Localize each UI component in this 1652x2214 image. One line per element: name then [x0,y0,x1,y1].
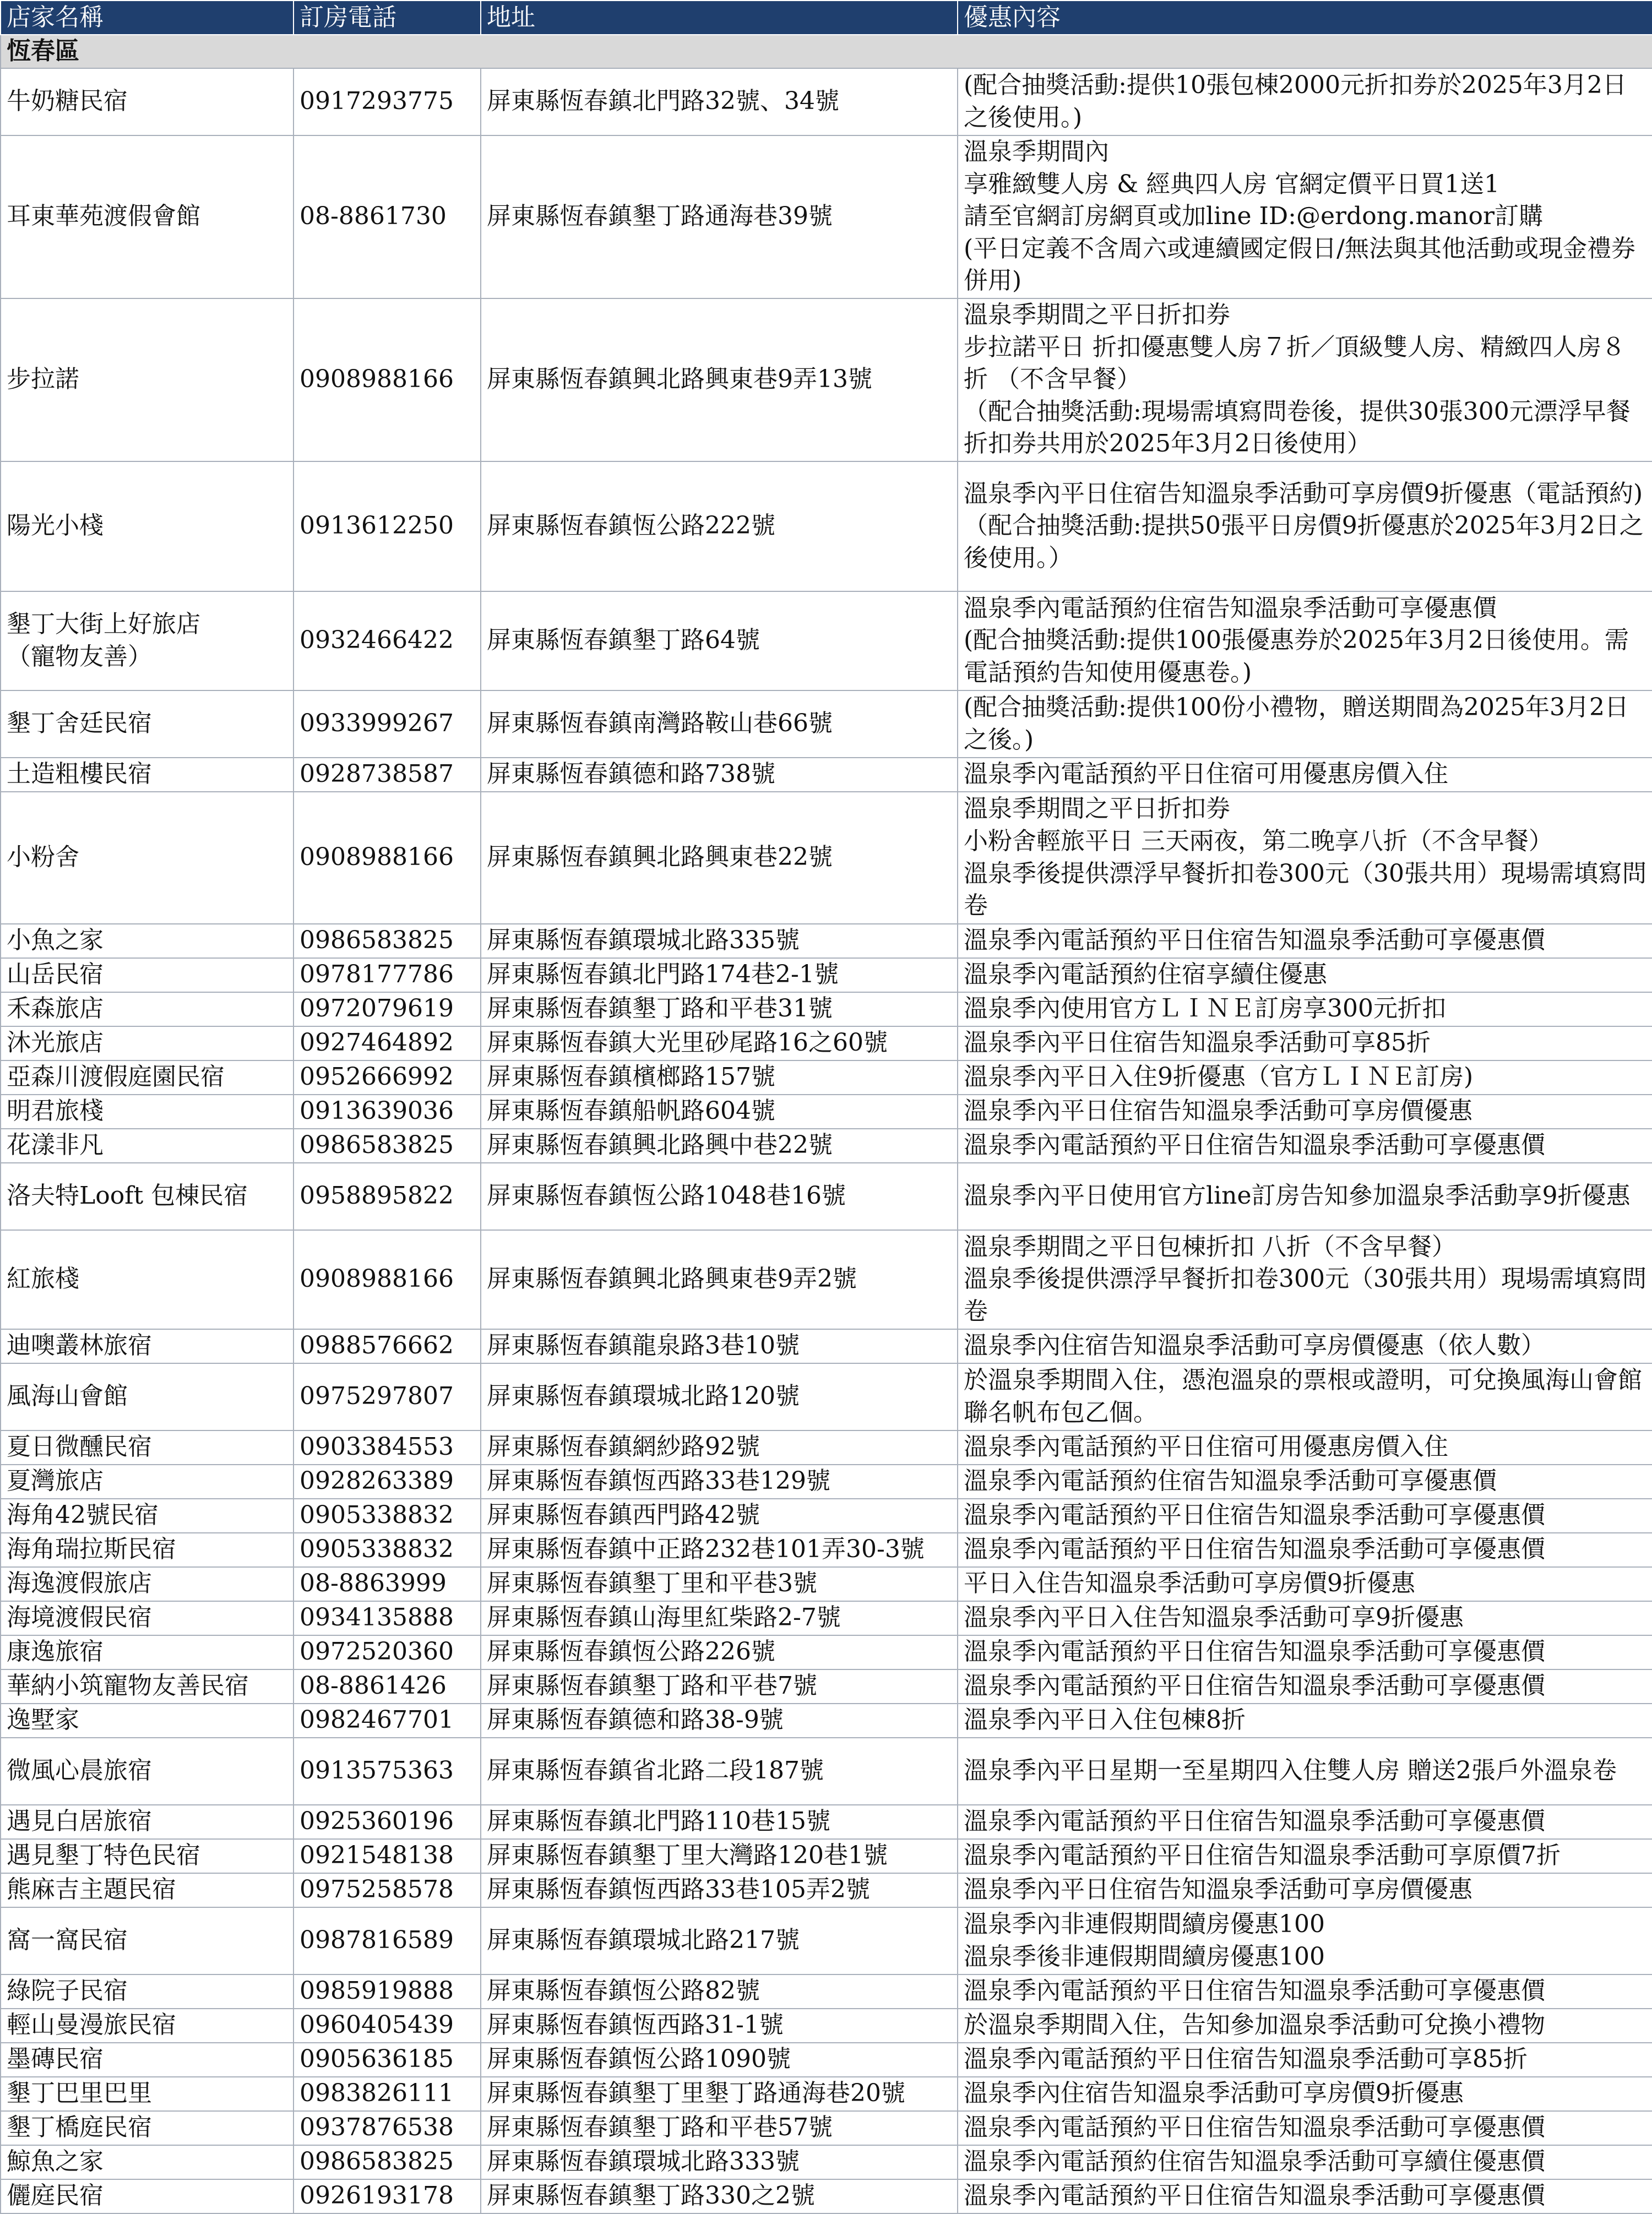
address-cell: 屏東縣恆春鎮大光里砂尾路16之60號 [481,1026,958,1060]
store-name-cell: 儷庭民宿 [1,2179,294,2213]
offer-cell: 溫泉季內住宿告知溫泉季活動可享房價9折優惠 [958,2077,1652,2111]
address-cell: 屏東縣恆春鎮北門路32號、34號 [481,68,958,135]
store-name-cell: 遇見白居旅宿 [1,1805,294,1839]
store-name-cell: 墨磚民宿 [1,2043,294,2077]
address-cell: 屏東縣恆春鎮恆公路226號 [481,1635,958,1669]
phone-cell: 08-8861730 [294,135,481,298]
offer-cell: 溫泉季期間內 享雅緻雙人房 & 經典四人房 官網定價平日買1送1 請至官網訂房網頁或加line ID:@erdong.manor訂購 (平日定義不含周六或連續國定假日/無法與其他活動或現金禮券併用) [958,135,1652,298]
table-row [1,298,1652,461]
store-name-cell: 綠院子民宿 [1,1974,294,2009]
table-row [1,1129,1652,1163]
address-cell: 屏東縣恆春鎮德和路38-9號 [481,1704,958,1738]
table-row [1,1060,1652,1095]
table-row [1,1329,1652,1363]
header-phone: 訂房電話 [294,1,481,35]
table-row [1,2077,1652,2111]
phone-cell: 0972520360 [294,1635,481,1669]
offer-cell: 溫泉季內電話預約平日住宿告知溫泉季活動可享優惠價 [958,1635,1652,1669]
address-cell: 屏東縣恆春鎮環城北路120號 [481,1363,958,1430]
table-row [1,958,1652,992]
table-row [1,2145,1652,2179]
phone-cell: 08-8863999 [294,1567,481,1601]
store-name-cell: 洛夫特Looft 包棟民宿 [1,1163,294,1230]
phone-cell: 0987816589 [294,1907,481,1974]
offer-cell: 溫泉季內電話預約平日住宿告知溫泉季活動可享85折 [958,2043,1652,2077]
address-cell: 屏東縣恆春鎮墾丁路和平巷57號 [481,2111,958,2145]
offer-cell: 溫泉季內非連假期間續房優惠100 溫泉季後非連假期間續房優惠100 [958,1907,1652,1974]
phone-cell: 0928738587 [294,758,481,792]
offer-cell: 溫泉季內電話預約平日住宿告知溫泉季活動可享優惠價 [958,1805,1652,1839]
offer-cell: 溫泉季內電話預約住宿告知溫泉季活動可享續住優惠價 [958,2145,1652,2179]
offer-cell: 溫泉季內電話預約平日住宿告知溫泉季活動可享優惠價 [958,1129,1652,1163]
store-name-cell: 小魚之家 [1,924,294,958]
table-row [1,2179,1652,2213]
store-name-cell: 風海山會館 [1,1363,294,1430]
table-row [1,1907,1652,1974]
offer-cell: 溫泉季內電話預約平日住宿告知溫泉季活動可享優惠價 [958,2179,1652,2213]
address-cell: 屏東縣恆春鎮興北路興中巷22號 [481,1129,958,1163]
store-name-cell: 亞森川渡假庭園民宿 [1,1060,294,1095]
phone-cell: 0933999267 [294,690,481,758]
offer-cell: 溫泉季內平日使用官方line訂房告知參加溫泉季活動享9折優惠 [958,1163,1652,1230]
address-cell: 屏東縣恆春鎮恆西路33巷105弄2號 [481,1873,958,1907]
table-row [1,1499,1652,1533]
phone-cell: 0926193178 [294,2179,481,2213]
phone-cell: 0978177786 [294,958,481,992]
store-name-cell: 熊麻吉主題民宿 [1,1873,294,1907]
offer-cell: 平日入住告知溫泉季活動可享房價9折優惠 [958,1567,1652,1601]
section-row [1,35,1652,68]
phone-cell: 0913575363 [294,1738,481,1805]
address-cell: 屏東縣恆春鎮西門路42號 [481,1499,958,1533]
store-name-cell: 小粉舍 [1,792,294,924]
phone-cell: 0932466422 [294,591,481,690]
offer-cell: 溫泉季內電話預約住宿告知溫泉季活動可享優惠價 (配合抽獎活動:提供100張優惠券於2025年3月2日後使用。需電話預約告知使用優惠卷。) [958,591,1652,690]
store-name-cell: 康逸旅宿 [1,1635,294,1669]
table-row [1,1669,1652,1704]
header-store-name: 店家名稱 [1,1,294,35]
offer-cell: 溫泉季內電話預約平日住宿告知溫泉季活動可享優惠價 [958,1974,1652,2009]
phone-cell: 0986583825 [294,1129,481,1163]
header-row [1,1,1652,35]
store-name-cell: 沐光旅店 [1,1026,294,1060]
header-address: 地址 [481,1,958,35]
phone-cell: 0975258578 [294,1873,481,1907]
store-name-cell: 輕山曼漫旅民宿 [1,2009,294,2043]
address-cell: 屏東縣恆春鎮墾丁路330之2號 [481,2179,958,2213]
table-row [1,1839,1652,1873]
table-row [1,2043,1652,2077]
table-row [1,758,1652,792]
table-row [1,1533,1652,1567]
store-name-cell: 海境渡假民宿 [1,1601,294,1635]
address-cell: 屏東縣恆春鎮龍泉路3巷10號 [481,1329,958,1363]
store-name-cell: 迪噢叢林旅宿 [1,1329,294,1363]
table-row [1,1635,1652,1669]
phone-cell: 0908988166 [294,298,481,461]
address-cell: 屏東縣恆春鎮山海里紅柴路2-7號 [481,1601,958,1635]
table-row [1,1163,1652,1230]
table-row [1,1095,1652,1129]
address-cell: 屏東縣恆春鎮北門路174巷2-1號 [481,958,958,992]
store-name-cell: 海角瑞拉斯民宿 [1,1533,294,1567]
address-cell: 屏東縣恆春鎮恆公路1048巷16號 [481,1163,958,1230]
table-row [1,1430,1652,1465]
address-cell: 屏東縣恆春鎮船帆路604號 [481,1095,958,1129]
phone-cell: 0913639036 [294,1095,481,1129]
phone-cell: 0925360196 [294,1805,481,1839]
address-cell: 屏東縣恆春鎮省北路二段187號 [481,1738,958,1805]
address-cell: 屏東縣恆春鎮恆公路222號 [481,461,958,591]
phone-cell: 0972079619 [294,992,481,1026]
store-name-cell: 微風心晨旅宿 [1,1738,294,1805]
table-row [1,1738,1652,1805]
address-cell: 屏東縣恆春鎮北門路110巷15號 [481,1805,958,1839]
store-name-cell: 遇見墾丁特色民宿 [1,1839,294,1873]
address-cell: 屏東縣恆春鎮德和路738號 [481,758,958,792]
store-name-cell: 牛奶糖民宿 [1,68,294,135]
offer-cell: 溫泉季期間之平日折扣券 步拉諾平日 折扣優惠雙人房７折／頂級雙人房、精緻四人房８折 （不含早餐） （配合抽獎活動:現場需填寫問卷後，提供30張300元漂浮早餐折扣券共用於2025年3月2日後使用） [958,298,1652,461]
phone-cell: 0908988166 [294,1230,481,1329]
phone-cell: 0905636185 [294,2043,481,2077]
offer-cell: 溫泉季內平日住宿告知溫泉季活動可享房價優惠 [958,1873,1652,1907]
store-name-cell: 墾丁巴里巴里 [1,2077,294,2111]
table-row [1,68,1652,135]
store-name-cell: 花漾非凡 [1,1129,294,1163]
offer-cell: 溫泉季內電話預約平日住宿可用優惠房價入住 [958,758,1652,792]
offer-cell: 溫泉季內使用官方ＬＩＮＥ訂房享300元折扣 [958,992,1652,1026]
offer-cell: 溫泉季內電話預約平日住宿告知溫泉季活動可享優惠價 [958,1533,1652,1567]
table-row [1,591,1652,690]
address-cell: 屏東縣恆春鎮恆公路82號 [481,1974,958,2009]
table-row [1,1465,1652,1499]
table-row [1,924,1652,958]
address-cell: 屏東縣恆春鎮環城北路335號 [481,924,958,958]
store-name-cell: 海逸渡假旅店 [1,1567,294,1601]
table-row [1,135,1652,298]
store-name-cell: 土造粗樓民宿 [1,758,294,792]
table-row [1,1230,1652,1329]
store-name-cell: 逸墅家 [1,1704,294,1738]
address-cell: 屏東縣恆春鎮墾丁里大灣路120巷1號 [481,1839,958,1873]
phone-cell: 0917293775 [294,68,481,135]
phone-cell: 0983826111 [294,2077,481,2111]
address-cell: 屏東縣恆春鎮興北路興東巷22號 [481,792,958,924]
offer-cell: 溫泉季內電話預約平日住宿可用優惠房價入住 [958,1430,1652,1465]
store-name-cell: 紅旅棧 [1,1230,294,1329]
phone-cell: 0905338832 [294,1499,481,1533]
phone-cell: 0975297807 [294,1363,481,1430]
store-name-cell: 墾丁大街上好旅店 （寵物友善） [1,591,294,690]
address-cell: 屏東縣恆春鎮恆西路31-1號 [481,2009,958,2043]
header-offer: 優惠內容 [958,1,1652,35]
phone-cell: 0927464892 [294,1026,481,1060]
store-name-cell: 夏日微醺民宿 [1,1430,294,1465]
store-name-cell: 步拉諾 [1,298,294,461]
table-row [1,1601,1652,1635]
table-row [1,1704,1652,1738]
offer-cell: 溫泉季內電話預約住宿享續住優惠 [958,958,1652,992]
address-cell: 屏東縣恆春鎮恆西路33巷129號 [481,1465,958,1499]
offer-cell: 溫泉季內電話預約住宿告知溫泉季活動可享優惠價 [958,1465,1652,1499]
offer-cell: 溫泉季內電話預約平日住宿告知溫泉季活動可享優惠價 [958,2111,1652,2145]
table-row [1,792,1652,924]
address-cell: 屏東縣恆春鎮南灣路鞍山巷66號 [481,690,958,758]
address-cell: 屏東縣恆春鎮墾丁里墾丁路通海巷20號 [481,2077,958,2111]
address-cell: 屏東縣恆春鎮興北路興東巷9弄13號 [481,298,958,461]
store-name-cell: 墾丁橋庭民宿 [1,2111,294,2145]
phone-cell: 0985919888 [294,1974,481,2009]
address-cell: 屏東縣恆春鎮墾丁路和平巷31號 [481,992,958,1026]
phone-cell: 0903384553 [294,1430,481,1465]
address-cell: 屏東縣恆春鎮興北路興東巷9弄2號 [481,1230,958,1329]
address-cell: 屏東縣恆春鎮網紗路92號 [481,1430,958,1465]
address-cell: 屏東縣恆春鎮檳榔路157號 [481,1060,958,1095]
table-row [1,1567,1652,1601]
section-title: 恆春區 [1,35,1652,68]
offer-cell: (配合抽獎活動:提供10張包棟2000元折扣券於2025年3月2日之後使用。) [958,68,1652,135]
address-cell: 屏東縣恆春鎮恆公路1090號 [481,2043,958,2077]
store-name-cell: 窩一窩民宿 [1,1907,294,1974]
phone-cell: 0986583825 [294,2145,481,2179]
table-row [1,1805,1652,1839]
phone-cell: 08-8861426 [294,1669,481,1704]
offer-cell: 溫泉季內電話預約平日住宿告知溫泉季活動可享優惠價 [958,1499,1652,1533]
table-row [1,2009,1652,2043]
offer-cell: 溫泉季內平日入住9折優惠（官方ＬＩＮＥ訂房) [958,1060,1652,1095]
offer-cell: 溫泉季內電話預約平日住宿告知溫泉季活動可享優惠價 [958,924,1652,958]
phone-cell: 0937876538 [294,2111,481,2145]
store-name-cell: 耳東華苑渡假會館 [1,135,294,298]
phone-cell: 0934135888 [294,1601,481,1635]
table-body [1,35,1652,2213]
offer-cell: (配合抽獎活動:提供100份小禮物，贈送期間為2025年3月2日之後。) [958,690,1652,758]
offer-cell: 溫泉季內平日入住包棟8折 [958,1704,1652,1738]
phone-cell: 0958895822 [294,1163,481,1230]
offer-cell: 於溫泉季期間入住，憑泡溫泉的票根或證明，可兌換風海山會館聯名帆布包乙個。 [958,1363,1652,1430]
table-row [1,2111,1652,2145]
offer-cell: 溫泉季內平日住宿告知溫泉季活動可享85折 [958,1026,1652,1060]
store-name-cell: 鯨魚之家 [1,2145,294,2179]
table-row [1,461,1652,591]
phone-cell: 0921548138 [294,1839,481,1873]
offer-cell: 溫泉季內電話預約平日住宿告知溫泉季活動可享優惠價 [958,1669,1652,1704]
address-cell: 屏東縣恆春鎮環城北路217號 [481,1907,958,1974]
store-name-cell: 海角42號民宿 [1,1499,294,1533]
table-row [1,1363,1652,1430]
table-row [1,690,1652,758]
address-cell: 屏東縣恆春鎮環城北路333號 [481,2145,958,2179]
phone-cell: 0960405439 [294,2009,481,2043]
store-name-cell: 墾丁舍廷民宿 [1,690,294,758]
store-name-cell: 華納小筑寵物友善民宿 [1,1669,294,1704]
table-row [1,1974,1652,2009]
phone-cell: 0982467701 [294,1704,481,1738]
offer-cell: 溫泉季期間之平日包棟折扣 八折（不含早餐） 溫泉季後提供漂浮早餐折扣卷300元（30張共用）現場需填寫問卷 [958,1230,1652,1329]
offer-cell: 溫泉季內平日星期一至星期四入住雙人房 贈送2張戶外溫泉卷 [958,1738,1652,1805]
offer-cell: 溫泉季內住宿告知溫泉季活動可享房價優惠（依人數） [958,1329,1652,1363]
offer-cell: 溫泉季內平日住宿告知溫泉季活動可享房價優惠 [958,1095,1652,1129]
phone-cell: 0986583825 [294,924,481,958]
address-cell: 屏東縣恆春鎮墾丁路和平巷7號 [481,1669,958,1704]
phone-cell: 0908988166 [294,792,481,924]
offer-cell: 於溫泉季期間入住，告知參加溫泉季活動可兌換小禮物 [958,2009,1652,2043]
store-name-cell: 夏灣旅店 [1,1465,294,1499]
table-row [1,1873,1652,1907]
offer-cell: 溫泉季內電話預約平日住宿告知溫泉季活動可享原價7折 [958,1839,1652,1873]
offer-cell: 溫泉季內平日入住告知溫泉季活動可享9折優惠 [958,1601,1652,1635]
phone-cell: 0952666992 [294,1060,481,1095]
phone-cell: 0913612250 [294,461,481,591]
table-row [1,992,1652,1026]
store-name-cell: 禾森旅店 [1,992,294,1026]
offer-cell: 溫泉季期間之平日折扣券 小粉舍輕旅平日 三天兩夜，第二晚享八折（不含早餐） 溫泉季後提供漂浮早餐折扣卷300元（30張共用）現場需填寫問卷 [958,792,1652,924]
offer-cell: 溫泉季內平日住宿告知溫泉季活動可享房價9折優惠（電話預約) （配合抽獎活動:提拱50張平日房價9折優惠於2025年3月2日之後使用。） [958,461,1652,591]
address-cell: 屏東縣恆春鎮墾丁路64號 [481,591,958,690]
table-row [1,1026,1652,1060]
phone-cell: 0928263389 [294,1465,481,1499]
phone-cell: 0988576662 [294,1329,481,1363]
store-name-cell: 陽光小棧 [1,461,294,591]
store-name-cell: 明君旅棧 [1,1095,294,1129]
phone-cell: 0905338832 [294,1533,481,1567]
address-cell: 屏東縣恆春鎮中正路232巷101弄30-3號 [481,1533,958,1567]
address-cell: 屏東縣恆春鎮墾丁路通海巷39號 [481,135,958,298]
store-name-cell: 山岳民宿 [1,958,294,992]
address-cell: 屏東縣恆春鎮墾丁里和平巷3號 [481,1567,958,1601]
